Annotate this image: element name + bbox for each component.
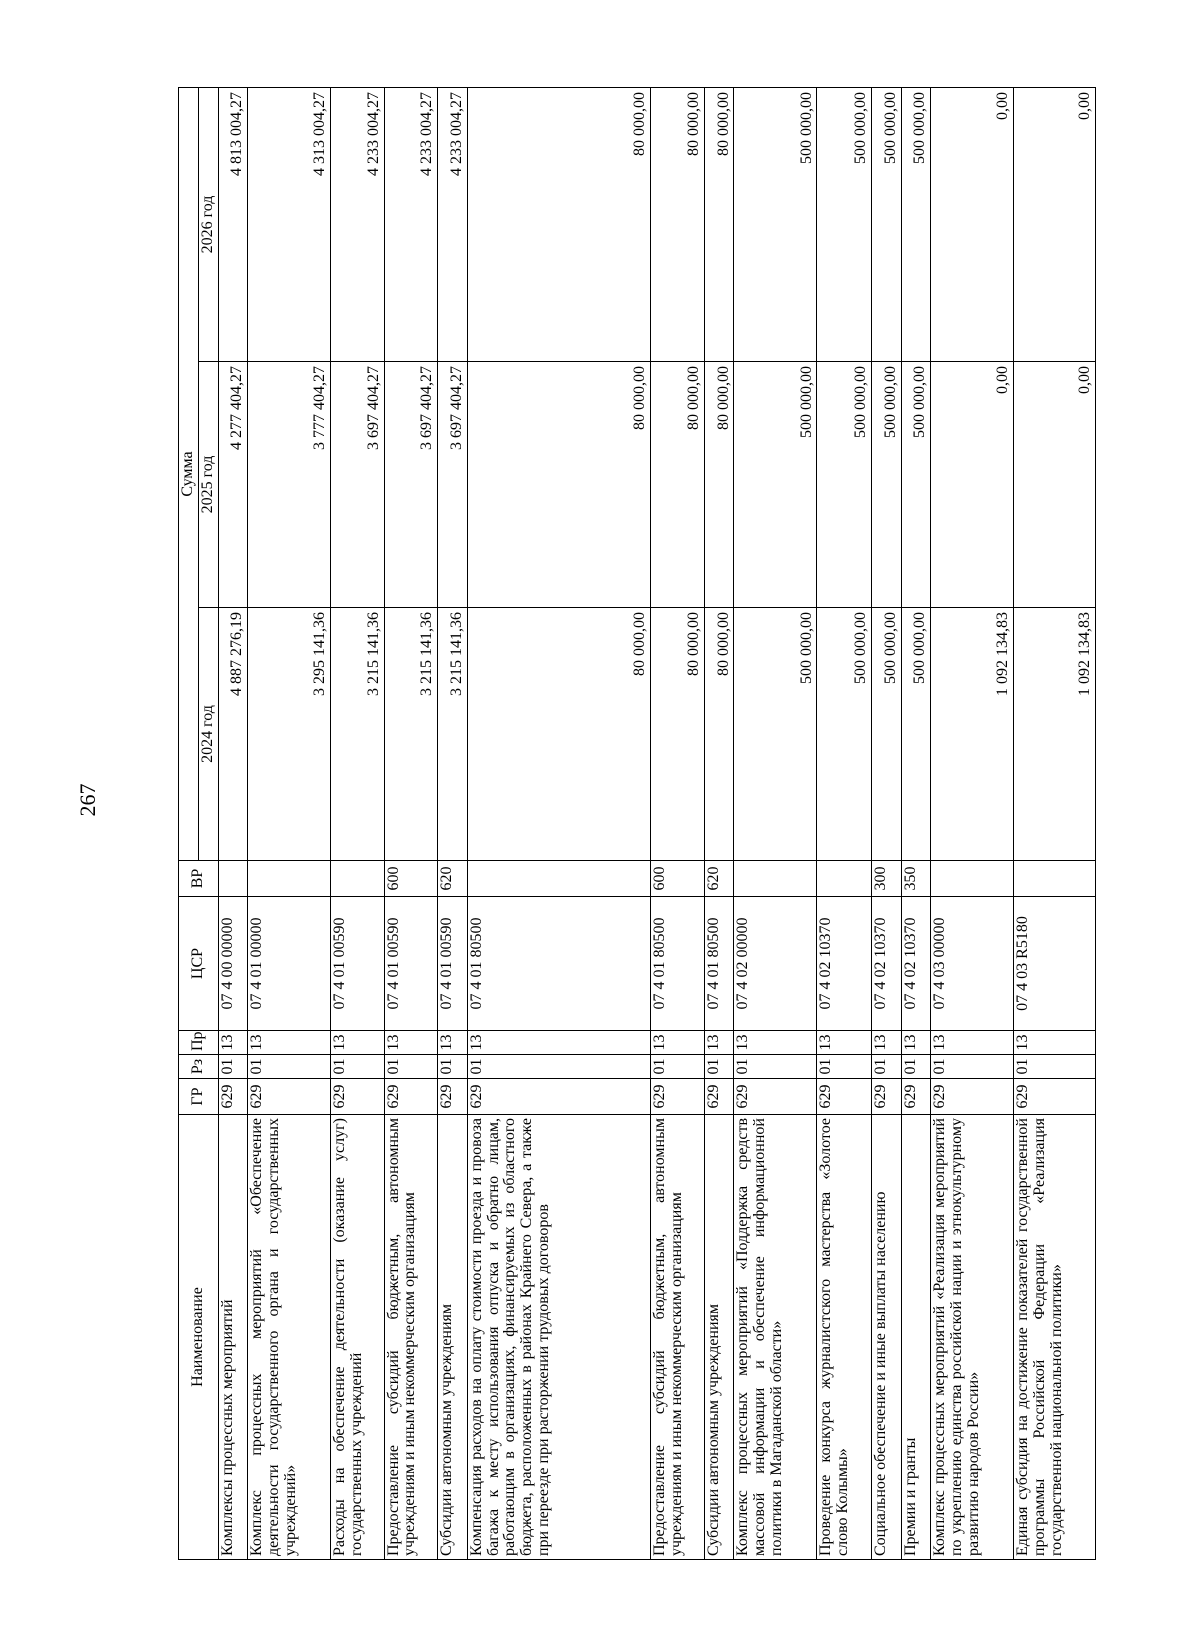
cell-v2026: 500 000,00 bbox=[817, 88, 872, 362]
cell-v2026: 500 000,00 bbox=[734, 88, 817, 362]
cell-v2025: 0,00 bbox=[1014, 362, 1096, 608]
cell-csr: 07 4 02 10370 bbox=[872, 897, 901, 1031]
header-2024: 2024 год bbox=[198, 608, 218, 861]
cell-gr: 629 bbox=[704, 1079, 733, 1115]
cell-v2025: 0,00 bbox=[931, 362, 1014, 608]
cell-pr: 13 bbox=[817, 1031, 872, 1055]
cell-csr: 07 4 03 00000 bbox=[931, 897, 1014, 1031]
cell-gr: 629 bbox=[872, 1079, 901, 1115]
cell-v2025: 3 777 404,27 bbox=[248, 362, 331, 608]
cell-pr: 13 bbox=[384, 1031, 438, 1055]
table-row bbox=[704, 88, 733, 1560]
cell-rz: 01 bbox=[734, 1055, 817, 1079]
cell-rz: 01 bbox=[931, 1055, 1014, 1079]
cell-name: Субсидии автономным учреждениям bbox=[704, 1115, 733, 1560]
cell-v2025: 500 000,00 bbox=[734, 362, 817, 608]
cell-csr: 07 4 01 00590 bbox=[384, 897, 438, 1031]
table-row bbox=[734, 88, 817, 1560]
cell-vr: 600 bbox=[651, 861, 705, 897]
cell-pr: 13 bbox=[248, 1031, 331, 1055]
cell-v2024: 500 000,00 bbox=[734, 608, 817, 861]
cell-gr: 629 bbox=[331, 1079, 385, 1115]
cell-gr: 629 bbox=[218, 1079, 247, 1115]
cell-rz: 01 bbox=[248, 1055, 331, 1079]
cell-pr: 13 bbox=[704, 1031, 733, 1055]
header-csr: ЦСР bbox=[179, 897, 219, 1031]
cell-pr: 13 bbox=[467, 1031, 651, 1055]
cell-name: Комплексы процессных мероприятий bbox=[218, 1115, 247, 1560]
cell-vr bbox=[931, 861, 1014, 897]
cell-vr: 350 bbox=[901, 861, 930, 897]
cell-vr bbox=[817, 861, 872, 897]
cell-gr: 629 bbox=[467, 1079, 651, 1115]
cell-v2024: 1 092 134,83 bbox=[1014, 608, 1096, 861]
cell-csr: 07 4 00 00000 bbox=[218, 897, 247, 1031]
cell-pr: 13 bbox=[331, 1031, 385, 1055]
cell-vr bbox=[1014, 861, 1096, 897]
cell-csr: 07 4 03 R5180 bbox=[1014, 897, 1096, 1031]
cell-name: Компенсация расходов на оплату стоимости проезда и провоза багажа к месту использования отпуска и обратно лицам, работающим в организациях, финансируемых из областного бюджета, расположенных в районах Крайнего Севера, а также при переезде при расторжении трудовых договоров bbox=[467, 1115, 651, 1560]
cell-vr: 620 bbox=[704, 861, 733, 897]
cell-pr: 13 bbox=[438, 1031, 467, 1055]
cell-v2024: 500 000,00 bbox=[872, 608, 901, 861]
cell-vr bbox=[248, 861, 331, 897]
cell-pr: 13 bbox=[872, 1031, 901, 1055]
cell-vr: 620 bbox=[438, 861, 467, 897]
cell-v2024: 500 000,00 bbox=[817, 608, 872, 861]
cell-v2024: 3 215 141,36 bbox=[438, 608, 467, 861]
cell-gr: 629 bbox=[734, 1079, 817, 1115]
table-row bbox=[438, 88, 467, 1560]
cell-gr: 629 bbox=[651, 1079, 705, 1115]
budget-table-container bbox=[178, 88, 1096, 1560]
cell-v2026: 80 000,00 bbox=[467, 88, 651, 362]
cell-pr: 13 bbox=[1014, 1031, 1096, 1055]
cell-v2024: 80 000,00 bbox=[704, 608, 733, 861]
cell-pr: 13 bbox=[218, 1031, 247, 1055]
table-body bbox=[218, 88, 1095, 1560]
cell-rz: 01 bbox=[384, 1055, 438, 1079]
header-pr: Пр bbox=[179, 1031, 219, 1055]
cell-v2026: 80 000,00 bbox=[704, 88, 733, 362]
cell-vr: 300 bbox=[872, 861, 901, 897]
cell-v2024: 3 295 141,36 bbox=[248, 608, 331, 861]
cell-vr bbox=[218, 861, 247, 897]
header-vr: ВР bbox=[179, 861, 219, 897]
cell-gr: 629 bbox=[384, 1079, 438, 1115]
cell-csr: 07 4 01 80500 bbox=[467, 897, 651, 1031]
cell-v2024: 1 092 134,83 bbox=[931, 608, 1014, 861]
cell-csr: 07 4 02 10370 bbox=[817, 897, 872, 1031]
cell-v2025: 500 000,00 bbox=[872, 362, 901, 608]
cell-name: Комплекс процессных мероприятий «Поддержка средств массовой информации и обеспечение информационной политики в Магаданской области» bbox=[734, 1115, 817, 1560]
cell-name: Премии и гранты bbox=[901, 1115, 930, 1560]
cell-pr: 13 bbox=[651, 1031, 705, 1055]
cell-rz: 01 bbox=[817, 1055, 872, 1079]
table-row bbox=[1014, 88, 1096, 1560]
cell-name: Расходы на обеспечение деятельности (оказание услуг) государственных учреждений bbox=[331, 1115, 385, 1560]
cell-name: Проведение конкурса журналистского мастерства «Золотое слово Колымы» bbox=[817, 1115, 872, 1560]
header-sum: Сумма bbox=[179, 88, 199, 861]
cell-vr bbox=[734, 861, 817, 897]
cell-rz: 01 bbox=[651, 1055, 705, 1079]
cell-pr: 13 bbox=[901, 1031, 930, 1055]
cell-v2025: 500 000,00 bbox=[901, 362, 930, 608]
cell-v2024: 80 000,00 bbox=[467, 608, 651, 861]
cell-v2024: 3 215 141,36 bbox=[331, 608, 385, 861]
cell-name: Субсидии автономным учреждениям bbox=[438, 1115, 467, 1560]
cell-name: Социальное обеспечение и иные выплаты населению bbox=[872, 1115, 901, 1560]
cell-rz: 01 bbox=[1014, 1055, 1096, 1079]
header-rz: Рз bbox=[179, 1055, 219, 1079]
cell-rz: 01 bbox=[218, 1055, 247, 1079]
cell-name: Комплекс процессных мероприятий «Реализация мероприятий по укреплению единства российской нации и этнокультурному развитию народов России» bbox=[931, 1115, 1014, 1560]
cell-v2025: 80 000,00 bbox=[467, 362, 651, 608]
cell-gr: 629 bbox=[901, 1079, 930, 1115]
table-row bbox=[651, 88, 705, 1560]
cell-csr: 07 4 01 00590 bbox=[438, 897, 467, 1031]
page-number: 267 bbox=[75, 783, 100, 817]
table-row bbox=[218, 88, 247, 1560]
cell-gr: 629 bbox=[438, 1079, 467, 1115]
cell-v2026: 500 000,00 bbox=[872, 88, 901, 362]
cell-v2026: 4 233 004,27 bbox=[384, 88, 438, 362]
cell-csr: 07 4 01 00590 bbox=[331, 897, 385, 1031]
cell-v2024: 3 215 141,36 bbox=[384, 608, 438, 861]
cell-v2026: 4 813 004,27 bbox=[218, 88, 247, 362]
cell-csr: 07 4 01 80500 bbox=[651, 897, 705, 1031]
cell-gr: 629 bbox=[817, 1079, 872, 1115]
table-row bbox=[817, 88, 872, 1560]
cell-v2024: 4 887 276,19 bbox=[218, 608, 247, 861]
cell-v2025: 80 000,00 bbox=[704, 362, 733, 608]
cell-v2026: 0,00 bbox=[1014, 88, 1096, 362]
table-row bbox=[901, 88, 930, 1560]
cell-csr: 07 4 02 00000 bbox=[734, 897, 817, 1031]
cell-v2024: 500 000,00 bbox=[901, 608, 930, 861]
table-row bbox=[248, 88, 331, 1560]
cell-v2024: 80 000,00 bbox=[651, 608, 705, 861]
table-row bbox=[331, 88, 385, 1560]
header-2026: 2026 год bbox=[198, 88, 218, 362]
header-name: Наименование bbox=[179, 1115, 219, 1560]
cell-rz: 01 bbox=[872, 1055, 901, 1079]
cell-rz: 01 bbox=[331, 1055, 385, 1079]
cell-v2026: 4 233 004,27 bbox=[331, 88, 385, 362]
cell-pr: 13 bbox=[734, 1031, 817, 1055]
cell-v2025: 3 697 404,27 bbox=[384, 362, 438, 608]
cell-rz: 01 bbox=[704, 1055, 733, 1079]
cell-rz: 01 bbox=[438, 1055, 467, 1079]
cell-v2026: 80 000,00 bbox=[651, 88, 705, 362]
cell-v2025: 4 277 404,27 bbox=[218, 362, 247, 608]
cell-gr: 629 bbox=[931, 1079, 1014, 1115]
cell-v2025: 500 000,00 bbox=[817, 362, 872, 608]
cell-gr: 629 bbox=[248, 1079, 331, 1115]
cell-v2025: 3 697 404,27 bbox=[438, 362, 467, 608]
budget-table bbox=[178, 87, 1096, 1560]
table-row bbox=[467, 88, 651, 1560]
table-row bbox=[384, 88, 438, 1560]
cell-v2026: 4 233 004,27 bbox=[438, 88, 467, 362]
cell-name: Комплекс процессных мероприятий «Обеспечение деятельности государственного органа и государственных учреждений» bbox=[248, 1115, 331, 1560]
cell-v2025: 3 697 404,27 bbox=[331, 362, 385, 608]
cell-pr: 13 bbox=[931, 1031, 1014, 1055]
cell-csr: 07 4 01 00000 bbox=[248, 897, 331, 1031]
cell-gr: 629 bbox=[1014, 1079, 1096, 1115]
cell-v2026: 4 313 004,27 bbox=[248, 88, 331, 362]
cell-rz: 01 bbox=[901, 1055, 930, 1079]
table-row bbox=[872, 88, 901, 1560]
cell-csr: 07 4 02 10370 bbox=[901, 897, 930, 1031]
cell-vr bbox=[467, 861, 651, 897]
cell-v2025: 80 000,00 bbox=[651, 362, 705, 608]
cell-name: Предоставление субсидий бюджетным, автономным учреждениям и иным некоммерческим организациям bbox=[651, 1115, 705, 1560]
cell-name: Единая субсидия на достижение показателей государственной программы Российской Федерации «Реализация государственной национальной политики» bbox=[1014, 1115, 1096, 1560]
cell-name: Предоставление субсидий бюджетным, автономным учреждениям и иным некоммерческим организациям bbox=[384, 1115, 438, 1560]
header-gr: ГР bbox=[179, 1079, 219, 1115]
cell-v2026: 0,00 bbox=[931, 88, 1014, 362]
cell-rz: 01 bbox=[467, 1055, 651, 1079]
header-2025: 2025 год bbox=[198, 362, 218, 608]
cell-vr: 600 bbox=[384, 861, 438, 897]
cell-v2026: 500 000,00 bbox=[901, 88, 930, 362]
cell-vr bbox=[331, 861, 385, 897]
cell-csr: 07 4 01 80500 bbox=[704, 897, 733, 1031]
table-row bbox=[931, 88, 1014, 1560]
